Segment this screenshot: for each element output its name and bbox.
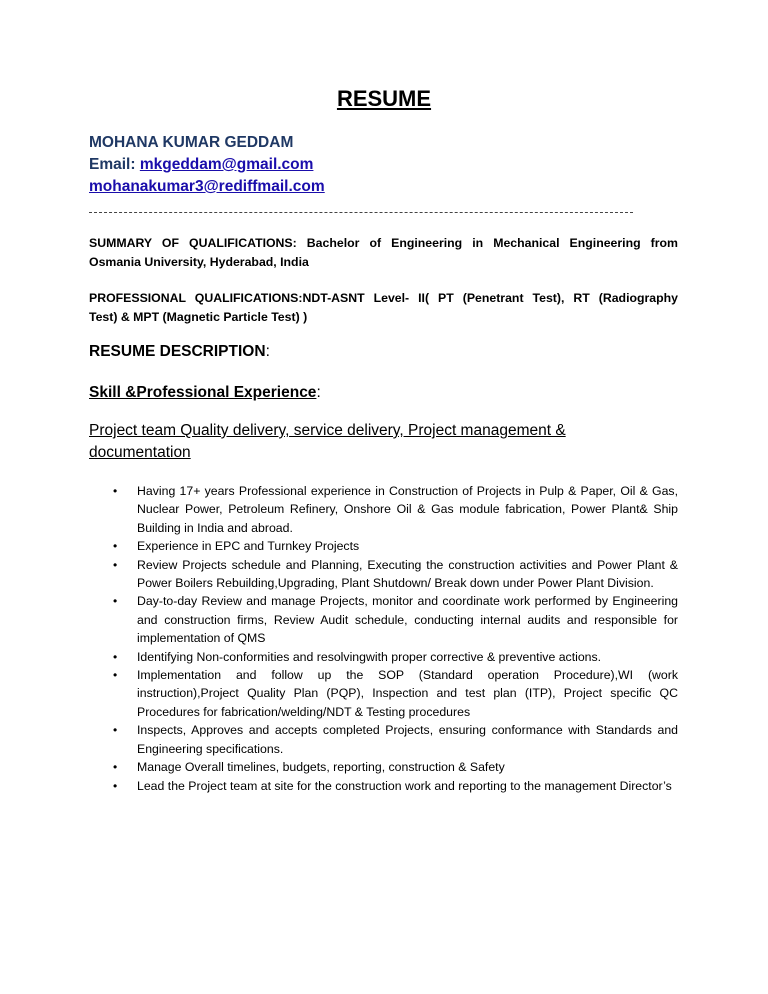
email-label: Email:: [89, 156, 140, 173]
experience-list: [105, 482, 678, 795]
list-item-text: Day-to-day Review and manage Projects, monitor and coordinate work performed by Engineering and construction firms, Review Audit schedule, conducting internal audits and responsible for implementation of QMS: [137, 594, 678, 646]
list-item: [105, 537, 678, 555]
list-item-text: Identifying Non-conformities and resolvingwith proper corrective & preventive actions.: [137, 649, 602, 664]
bullet-icon: •: [113, 539, 118, 554]
list-item: [105, 721, 678, 758]
resume-title: RESUME: [336, 86, 432, 111]
summary-text-1: Bachelor of Engineering in Mechanical Engineering from: [296, 236, 678, 250]
alt-email-link[interactable]: mohanakumar3@rediffmail.com: [89, 178, 325, 195]
list-item-text: Lead the Project team at site for the construction work and reporting to the management Director’s: [137, 778, 672, 793]
bullet-icon: •: [113, 557, 118, 572]
professional-text-1: PROFESSIONAL QUALIFICATIONS:NDT-ASNT Level- II( PT (Penetrant Test), RT (Radiography: [89, 291, 678, 305]
list-item: [105, 482, 678, 537]
divider-line: [89, 212, 633, 213]
list-item: [105, 758, 678, 776]
resume-description-heading: [89, 343, 270, 361]
list-item: [105, 556, 678, 593]
list-item-text: Having 17+ years Professional experience in Construction of Projects in Pulp & Paper, Oil & Gas, Nuclear Power, Petroleum Refinery, Onshore Oil & Gas module fabrication, Power Plant& Ship Building in India and abroad.: [137, 484, 678, 535]
resume-description-label: RESUME DESCRIPTION: [89, 343, 266, 360]
list-item: [105, 777, 678, 795]
email-link[interactable]: mkgeddam@gmail.com: [139, 156, 314, 173]
alt-email-line: [89, 178, 325, 196]
bullet-icon: •: [113, 649, 118, 664]
professional-text-2: Test) & MPT (Magnetic Particle Test) ): [89, 310, 308, 324]
bullet-icon: •: [113, 484, 118, 498]
summary-of-qualifications: [89, 234, 678, 272]
list-item-text: Implementation and follow up the SOP (Standard operation Procedure),WI (work instruction),Project Quality Plan (PQP), Inspection and test plan (ITP), Project specific QC Procedures for fabrication/welding/NDT & Testing procedures: [137, 668, 678, 719]
project-heading: Project team Quality delivery, service delivery, Project management & documentation: [89, 422, 566, 461]
skill-experience-label: Skill &Professional Experience: [89, 384, 317, 401]
list-item-text: Manage Overall timelines, budgets, reporting, construction & Safety: [137, 760, 505, 775]
email-line: [89, 156, 313, 174]
list-item: [105, 592, 678, 647]
professional-qualifications: [89, 289, 678, 327]
bullet-icon: •: [113, 778, 118, 793]
bullet-icon: •: [113, 760, 118, 775]
list-item-text: Experience in EPC and Turnkey Projects: [137, 539, 360, 554]
skill-experience-colon: :: [316, 384, 321, 401]
resume-description-colon: :: [265, 343, 270, 360]
list-item: [105, 648, 678, 666]
skill-experience-heading: [89, 384, 321, 402]
list-item-text: Inspects, Approves and accepts completed Projects, ensuring conformance with Standards and Engineering specifications.: [137, 723, 678, 756]
list-item-text: Review Projects schedule and Planning, Executing the construction activities and Power Plant & Power Boilers Rebuilding,Upgrading, Plant Shutdown/ Break down under Power Plant Division.: [137, 557, 678, 591]
candidate-name: MOHANA KUMAR GEDDAM: [89, 134, 294, 151]
summary-text-2: Osmania University, Hyderabad, India: [89, 255, 309, 269]
summary-label: SUMMARY OF QUALIFICATIONS:: [89, 236, 297, 250]
bullet-icon: •: [113, 668, 118, 683]
bullet-icon: •: [113, 723, 118, 738]
bullet-icon: •: [113, 594, 118, 609]
list-item: [105, 666, 678, 721]
